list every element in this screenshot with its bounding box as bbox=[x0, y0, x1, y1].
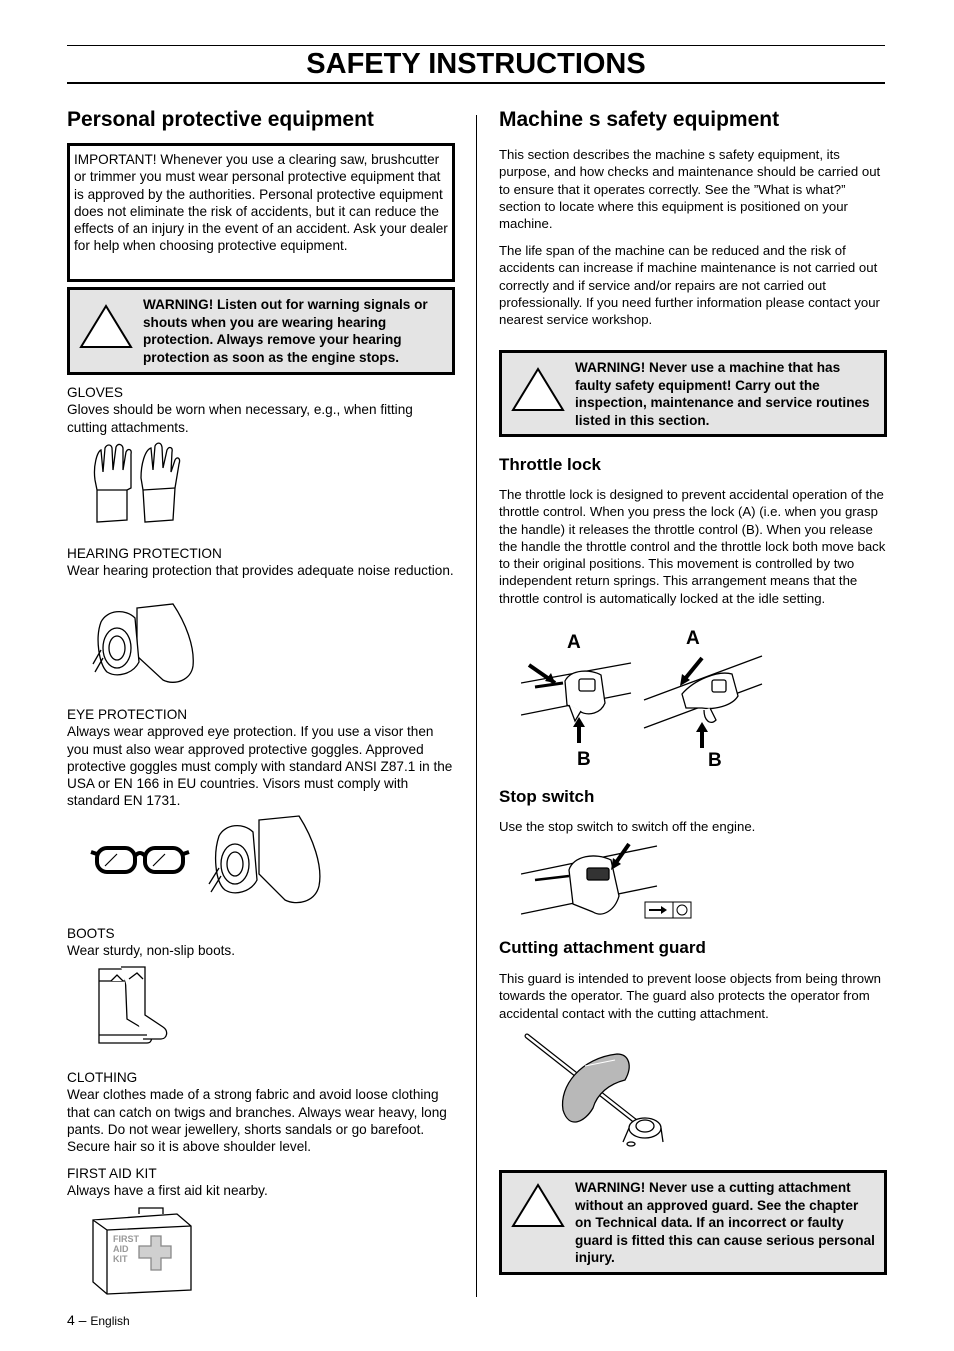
gloves-icon bbox=[89, 442, 199, 526]
clothing-section bbox=[67, 1069, 455, 1155]
faulty-equipment-warning-box bbox=[499, 350, 887, 437]
stop-switch-text: Use the stop switch to switch off the engine. bbox=[499, 819, 756, 834]
warning-triangle-icon bbox=[510, 365, 566, 413]
hearing-title: HEARING PROTECTION bbox=[67, 546, 222, 561]
boots-text: Wear sturdy, non-slip boots. bbox=[67, 943, 235, 959]
throttle-lock-diagram-2 bbox=[642, 650, 766, 750]
gloves-title: GLOVES bbox=[67, 385, 123, 400]
stop-switch-heading: Stop switch bbox=[499, 787, 595, 806]
label-b-1: B bbox=[577, 749, 591, 770]
first-aid-title: FIRST AID KIT bbox=[67, 1166, 157, 1181]
label-b-2: B bbox=[708, 750, 722, 771]
goggles-icon bbox=[89, 840, 193, 880]
guard-warning-text: WARNING! Never use a cutting attachment without an approved guard. See the chapter on Technical data. If an incorrect or faulty guard is fitted this can cause serious personal injury. bbox=[575, 1180, 875, 1266]
important-text: IMPORTANT! Whenever you use a clearing saw, brushcutter or trimmer you must wear personal protective equipment that is approved by the authorities. Personal protective equipment does not eliminate the risk of accidents, but it can reduce the effects of an injury in the event of an accident. Ask your dealer for help when choosing protective equipment. bbox=[74, 152, 448, 254]
boots-icon bbox=[91, 965, 171, 1049]
stop-symbol-icon bbox=[645, 902, 691, 918]
first-aid-text: Always have a first aid kit nearby. bbox=[67, 1183, 268, 1199]
warning-triangle-icon bbox=[78, 302, 134, 350]
kit-label-aid: AID bbox=[113, 1244, 129, 1254]
gloves-section bbox=[67, 384, 455, 436]
stop-switch-diagram bbox=[521, 838, 697, 920]
hearing-protection-icon bbox=[91, 602, 199, 688]
throttle-lock-heading: Throttle lock bbox=[499, 455, 602, 474]
guard-warning-box bbox=[499, 1170, 887, 1275]
first-aid-section bbox=[67, 1165, 455, 1200]
kit-label-kit: KIT bbox=[113, 1254, 128, 1264]
cutting-guard-heading: Cutting attachment guard bbox=[499, 938, 706, 957]
label-a-1: A bbox=[567, 632, 581, 653]
hearing-warning-text: WARNING! Listen out for warning signals or shouts when you are wearing hearing protection. Always remove your hearing protection as soon as the engine stops. bbox=[143, 297, 428, 365]
eye-title: EYE PROTECTION bbox=[67, 707, 188, 722]
throttle-lock-text: The throttle lock is designed to prevent accidental operation of the throttle control. When you press the lock (A) (i.e. when you grasp the handle) it releases the throttle control (B). When you release the handle the throttle control and the throttle lock both move back to their original positions. This movement is controlled by two independent return springs. This arrangement means that the throttle control is automatically locked at the idle setting. bbox=[499, 487, 886, 606]
cutting-guard-diagram bbox=[521, 1030, 671, 1154]
column-divider bbox=[476, 115, 477, 1297]
visor-icon bbox=[205, 814, 325, 908]
warning-triangle-icon bbox=[510, 1181, 566, 1229]
throttle-lock-diagram-1 bbox=[521, 655, 633, 745]
clothing-title: CLOTHING bbox=[67, 1070, 138, 1085]
eye-section bbox=[67, 706, 455, 810]
kit-label-first: FIRST bbox=[113, 1234, 139, 1244]
first-aid-kit-icon bbox=[91, 1206, 195, 1296]
label-a-2: A bbox=[686, 628, 700, 649]
machine-safety-heading: Machine s safety equipment bbox=[499, 108, 780, 131]
important-box bbox=[67, 143, 455, 282]
hearing-warning-box bbox=[67, 287, 455, 375]
boots-section bbox=[67, 925, 455, 960]
footer-language: English bbox=[90, 1314, 130, 1328]
page-number: 4 – bbox=[67, 1312, 87, 1328]
clothing-text: Wear clothes made of a strong fabric and avoid loose clothing that can catch on twigs and branches. Always wear heavy, long pants. Do not wear jewellery, shorts sandals or go barefoot. Secure hair so it is above shoulder level. bbox=[67, 1087, 447, 1155]
intro-paragraph-2: The life span of the machine can be reduced and the risk of accidents can increase if machine maintenance is not carried out correctly and if service and/or repairs are not carried out professionally. If you need further information please contact your nearest service workshop. bbox=[499, 243, 880, 328]
cutting-guard-text: This guard is intended to prevent loose objects from being thrown towards the operator. The guard also protects the operator from accidental contact with the cutting attachment. bbox=[499, 971, 881, 1021]
faulty-equipment-warning-text: WARNING! Never use a machine that has faulty safety equipment! Carry out the inspection, maintenance and service routines listed in this section. bbox=[575, 360, 870, 428]
page-title: SAFETY INSTRUCTIONS bbox=[67, 45, 885, 84]
personal-protective-heading: Personal protective equipment bbox=[67, 108, 374, 131]
hearing-text: Wear hearing protection that provides adequate noise reduction. bbox=[67, 563, 454, 579]
eye-text: Always wear approved eye protection. If you use a visor then you must also wear approved protective goggles. Approved protective goggles must comply with standard ANSI Z87.1 in the USA or EN 166 in EU countries. Visors must comply with standard EN 1731. bbox=[67, 724, 453, 809]
hearing-section bbox=[67, 545, 455, 580]
gloves-text: Gloves should be worn when necessary, e.g., when fitting cutting attachments. bbox=[67, 402, 413, 435]
intro-paragraph-1: This section describes the machine s safety equipment, its purpose, and how checks and maintenance should be carried out to ensure that it operates correctly. See the ”What is what?” section to locate where this equipment is positioned on your machine. bbox=[499, 147, 881, 232]
page-footer bbox=[67, 1312, 130, 1328]
boots-title: BOOTS bbox=[67, 926, 115, 941]
